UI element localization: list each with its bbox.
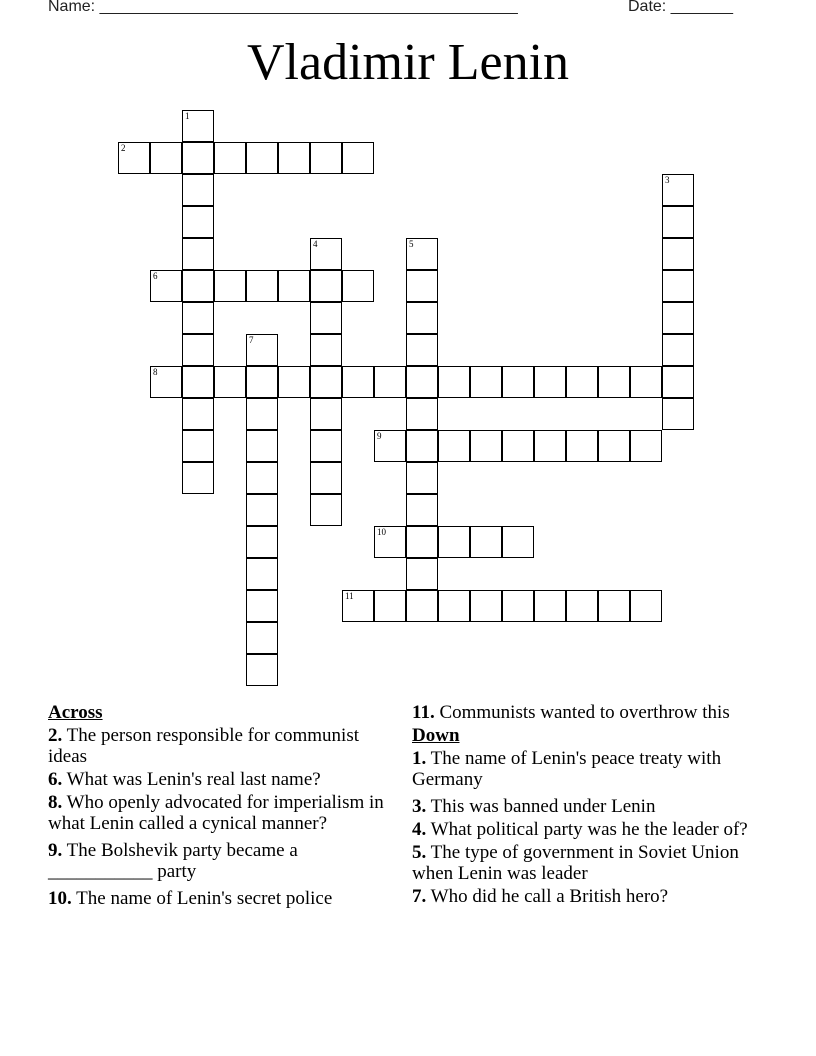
crossword-cell[interactable]: [630, 590, 662, 622]
cell-number: 6: [153, 271, 158, 281]
cell-number: 2: [121, 143, 126, 153]
crossword-cell[interactable]: [598, 366, 630, 398]
crossword-cell[interactable]: [502, 526, 534, 558]
clue-down-5: [412, 842, 752, 884]
clue-number: 9.: [48, 840, 63, 861]
crossword-cell[interactable]: [406, 270, 438, 302]
clue-text: The name of Lenin's peace treaty with Germany: [412, 748, 722, 790]
crossword-cell[interactable]: [310, 494, 342, 526]
crossword-cell[interactable]: [374, 430, 406, 462]
crossword-cell[interactable]: [438, 590, 470, 622]
cell-number: 11: [345, 591, 354, 601]
crossword-cell[interactable]: [246, 526, 278, 558]
crossword-cell[interactable]: [310, 334, 342, 366]
crossword-cell[interactable]: [662, 238, 694, 270]
crossword-cell[interactable]: [630, 366, 662, 398]
clue-text: The type of government in Soviet Union when Lenin was leader: [412, 842, 739, 884]
crossword-cell[interactable]: [246, 494, 278, 526]
crossword-cell[interactable]: [534, 430, 566, 462]
clue-across-10: [48, 888, 388, 909]
crossword-cell[interactable]: [406, 366, 438, 398]
crossword-cell[interactable]: [630, 430, 662, 462]
cell-number: 9: [377, 431, 382, 441]
crossword-cell[interactable]: [278, 366, 310, 398]
clue-number: 1.: [412, 748, 427, 769]
crossword-cell[interactable]: [534, 366, 566, 398]
crossword-cell[interactable]: [598, 590, 630, 622]
date-field-label[interactable]: Date: _______: [628, 0, 733, 15]
crossword-cell[interactable]: [470, 366, 502, 398]
crossword-cell[interactable]: [182, 462, 214, 494]
crossword-cell[interactable]: [182, 366, 214, 398]
clue-across-6: [48, 769, 388, 790]
name-field-label[interactable]: Name: _______________________________________________: [48, 0, 518, 15]
crossword-cell[interactable]: [342, 142, 374, 174]
crossword-cell[interactable]: [310, 238, 342, 270]
crossword-cell[interactable]: [182, 398, 214, 430]
crossword-cell[interactable]: [182, 270, 214, 302]
clue-number: 5.: [412, 842, 427, 863]
crossword-cell[interactable]: [310, 302, 342, 334]
across-heading: Across: [48, 702, 103, 723]
clue-across-2: [48, 725, 388, 767]
clues-right-column: [412, 702, 752, 909]
clue-text: The name of Lenin's secret police: [76, 888, 333, 909]
crossword-cell[interactable]: [566, 590, 598, 622]
crossword-cell[interactable]: [342, 366, 374, 398]
crossword-cell[interactable]: [374, 366, 406, 398]
crossword-cell[interactable]: [470, 590, 502, 622]
clue-number: 2.: [48, 725, 63, 746]
crossword-cell[interactable]: [246, 622, 278, 654]
clue-text: The Bolshevik party became a ___________ party: [48, 840, 298, 882]
crossword-cell[interactable]: [182, 334, 214, 366]
clue-down-7: [412, 886, 752, 907]
crossword-cell[interactable]: [182, 110, 214, 142]
down-heading: Down: [412, 725, 460, 746]
crossword-cell[interactable]: [406, 334, 438, 366]
clue-number: 7.: [412, 886, 427, 907]
page-title: Vladimir Lenin: [246, 34, 570, 91]
crossword-cell[interactable]: [406, 590, 438, 622]
cell-number: 4: [313, 239, 318, 249]
clue-number: 4.: [412, 819, 427, 840]
crossword-cell[interactable]: [502, 366, 534, 398]
crossword-cell[interactable]: [182, 238, 214, 270]
cell-number: 10: [377, 527, 386, 537]
clue-across-11: [412, 702, 752, 723]
crossword-cell[interactable]: [182, 302, 214, 334]
crossword-cell[interactable]: [182, 430, 214, 462]
crossword-cell[interactable]: [662, 334, 694, 366]
crossword-cell[interactable]: [598, 430, 630, 462]
crossword-cell[interactable]: [310, 462, 342, 494]
clue-text: Who did he call a British hero?: [430, 886, 669, 907]
crossword-cell[interactable]: [374, 590, 406, 622]
crossword-cell[interactable]: [310, 430, 342, 462]
crossword-cell[interactable]: [182, 142, 214, 174]
clue-down-4: [412, 819, 752, 840]
crossword-cell[interactable]: [182, 174, 214, 206]
crossword-cell[interactable]: [246, 398, 278, 430]
crossword-cell[interactable]: [278, 270, 310, 302]
clue-number: 3.: [412, 796, 427, 817]
clue-text: This was banned under Lenin: [430, 796, 656, 817]
clue-text: What political party was he the leader of?: [430, 819, 748, 840]
crossword-cell[interactable]: [406, 462, 438, 494]
crossword-cell[interactable]: [470, 430, 502, 462]
crossword-cell[interactable]: [310, 142, 342, 174]
crossword-cell[interactable]: [502, 430, 534, 462]
crossword-cell[interactable]: [246, 366, 278, 398]
crossword-cell[interactable]: [342, 270, 374, 302]
crossword-cell[interactable]: [118, 142, 150, 174]
crossword-cell[interactable]: [214, 366, 246, 398]
clue-down-3: [412, 796, 752, 817]
clue-text: What was Lenin's real last name?: [66, 769, 321, 790]
crossword-cell[interactable]: [662, 174, 694, 206]
crossword-cell[interactable]: [406, 302, 438, 334]
crossword-cell[interactable]: [246, 654, 278, 686]
clue-number: 6.: [48, 769, 63, 790]
cell-number: 3: [665, 175, 670, 185]
crossword-cell[interactable]: [662, 206, 694, 238]
crossword-cell[interactable]: [214, 270, 246, 302]
crossword-cell[interactable]: [438, 366, 470, 398]
crossword-cell[interactable]: [246, 334, 278, 366]
crossword-cell[interactable]: [566, 366, 598, 398]
crossword-cell[interactable]: [182, 206, 214, 238]
crossword-cell[interactable]: [662, 366, 694, 398]
clue-number: 10.: [48, 888, 72, 909]
cell-number: 7: [249, 335, 254, 345]
crossword-cell[interactable]: [406, 494, 438, 526]
crossword-cell[interactable]: [310, 270, 342, 302]
crossword-cell[interactable]: [534, 590, 566, 622]
crossword-cell[interactable]: [438, 526, 470, 558]
crossword-cell[interactable]: [214, 142, 246, 174]
clue-down-1: [412, 748, 752, 790]
crossword-cell[interactable]: [310, 398, 342, 430]
clue-across-8: [48, 792, 388, 834]
crossword-cell[interactable]: [406, 398, 438, 430]
crossword-cell[interactable]: [406, 238, 438, 270]
crossword-cell[interactable]: [470, 526, 502, 558]
crossword-cell[interactable]: [310, 366, 342, 398]
crossword-cell[interactable]: [342, 590, 374, 622]
crossword-cell[interactable]: [502, 590, 534, 622]
clue-text: Communists wanted to overthrow this: [439, 702, 730, 723]
crossword-cell[interactable]: [278, 142, 310, 174]
crossword-cell[interactable]: [374, 526, 406, 558]
clue-text: The person responsible for communist ideas: [48, 725, 360, 767]
crossword-cell[interactable]: [246, 430, 278, 462]
clue-across-9: [48, 840, 388, 882]
crossword-cell[interactable]: [150, 142, 182, 174]
crossword-cell[interactable]: [246, 590, 278, 622]
crossword-cell[interactable]: [246, 270, 278, 302]
clues-left-column: [48, 702, 388, 911]
cell-number: 1: [185, 111, 190, 121]
crossword-cell[interactable]: [406, 558, 438, 590]
crossword-cell[interactable]: [406, 430, 438, 462]
crossword-cell[interactable]: [566, 430, 598, 462]
crossword-cell[interactable]: [662, 270, 694, 302]
crossword-cell[interactable]: [406, 526, 438, 558]
crossword-cell[interactable]: [246, 142, 278, 174]
crossword-cell[interactable]: [150, 366, 182, 398]
crossword-cell[interactable]: [438, 430, 470, 462]
crossword-cell[interactable]: [246, 558, 278, 590]
cell-number: 5: [409, 239, 414, 249]
clue-number: 11.: [412, 702, 435, 723]
cell-number: 8: [153, 367, 158, 377]
clue-text: Who openly advocated for imperialism in what Lenin called a cynical manner?: [48, 792, 384, 834]
crossword-cell[interactable]: [662, 398, 694, 430]
crossword-cell[interactable]: [662, 302, 694, 334]
crossword-cell[interactable]: [246, 462, 278, 494]
crossword-cell[interactable]: [150, 270, 182, 302]
clue-number: 8.: [48, 792, 63, 813]
